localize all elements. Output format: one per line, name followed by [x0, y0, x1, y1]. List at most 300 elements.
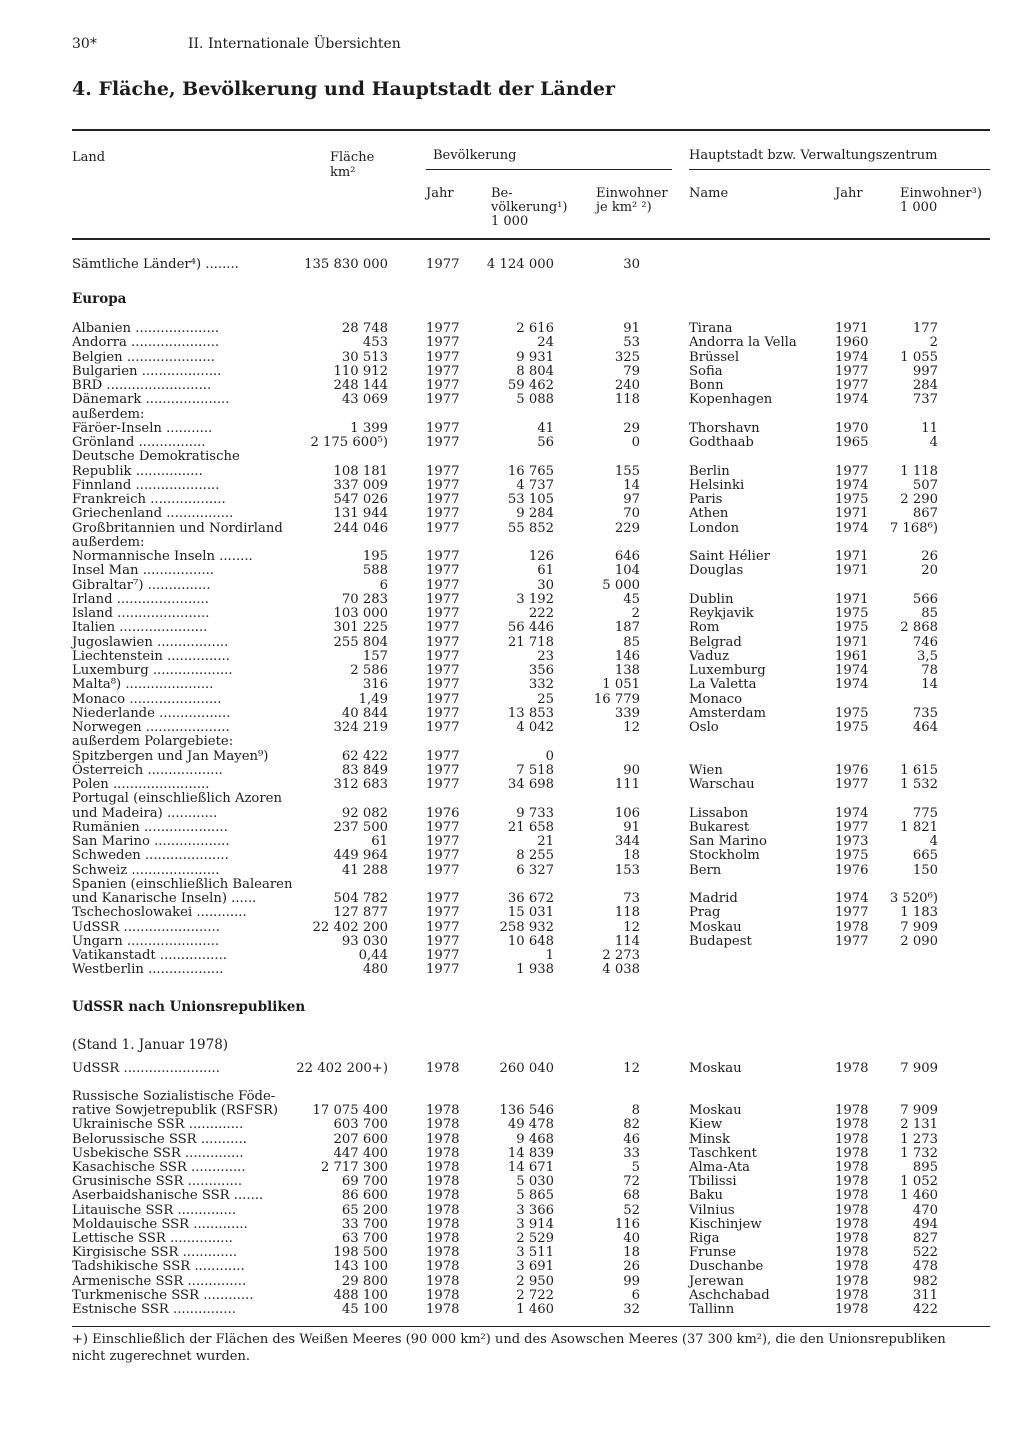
cell-hjahr: 1974 — [835, 677, 869, 693]
cell-jahr: 1978 — [426, 1103, 460, 1119]
cell-einw: 14 — [921, 677, 938, 693]
cell-land: Gibraltar⁷) ............... — [72, 577, 211, 593]
cell-area: 603 700 — [333, 1117, 388, 1133]
cell-area: 447 400 — [333, 1145, 388, 1161]
cell-land: Lettische SSR ............... — [72, 1231, 233, 1246]
cell-hjahr: 1975 — [835, 848, 869, 864]
cell-dens: 2 273 — [602, 948, 640, 963]
cell-bev: 41 — [537, 420, 554, 436]
cell-area: 504 782 — [333, 891, 388, 906]
cell-dens: 114 — [614, 933, 640, 949]
cell-dens: 118 — [614, 905, 640, 921]
cell-name: Saint Hélier — [689, 549, 770, 564]
cell-jahr: 1977 — [426, 691, 460, 707]
cell-bev: 222 — [528, 606, 554, 621]
cell-hjahr: 1974 — [835, 663, 869, 678]
cell-bev: 49 478 — [507, 1117, 554, 1133]
cell-name: Douglas — [689, 563, 744, 579]
cell-name: Rom — [689, 620, 720, 636]
cell-bev: 5 088 — [516, 392, 554, 408]
cell-area: 17 075 400 — [312, 1103, 388, 1119]
cell-land: Deutsche Demokratische — [72, 449, 240, 465]
col-bevoelkerung: Bevölkerung — [433, 148, 517, 163]
cell-area: 92 082 — [341, 805, 388, 821]
cell-jahr: 1977 — [426, 477, 460, 493]
cell-land: Irland ...................... — [72, 591, 209, 607]
cell-jahr: 1977 — [426, 349, 460, 365]
cell-hjahr: 1973 — [835, 834, 869, 849]
cell-land: Republik ................ — [72, 463, 203, 479]
cell-hjahr: 1961 — [835, 648, 869, 664]
cell-hjahr: 1971 — [835, 549, 869, 564]
cell-jahr: 1978 — [426, 1231, 460, 1246]
cell-area: 69 700 — [341, 1174, 388, 1190]
cell-dens: 18 — [623, 848, 640, 864]
cell-jahr: 1977 — [426, 378, 460, 393]
cell-dens: 4 038 — [602, 962, 640, 978]
cell-bev: 5 865 — [516, 1188, 554, 1204]
cell-bev: 25 — [537, 691, 554, 707]
cell-land: Armenische SSR .............. — [72, 1273, 247, 1289]
cell-dens: 344 — [614, 834, 640, 849]
cell-name: Berlin — [689, 463, 730, 479]
cell-einw: 982 — [912, 1273, 938, 1289]
cell-bev: 136 546 — [499, 1103, 554, 1119]
cell-area: 1 399 — [350, 420, 388, 436]
col-h-jahr: Jahr — [835, 186, 863, 201]
cell-land: UdSSR ....................... — [72, 919, 220, 935]
cell-jahr: 1978 — [426, 1131, 460, 1147]
cell-bev: 2 616 — [516, 321, 554, 336]
cell-dens: 46 — [623, 1131, 640, 1147]
cell-name: Warschau — [689, 777, 755, 792]
table-row — [0, 1303, 1024, 1318]
cell-land: Ungarn ...................... — [72, 933, 220, 949]
udssr-total-bev: 260 040 — [499, 1061, 554, 1076]
cell-hjahr: 1960 — [835, 335, 869, 351]
cell-jahr: 1977 — [426, 392, 460, 408]
cell-jahr: 1977 — [426, 463, 460, 479]
cell-area: 41 288 — [341, 862, 388, 878]
cell-dens: 52 — [623, 1202, 640, 1218]
cell-dens: 138 — [614, 663, 640, 678]
cell-einw: 3 520⁶) — [889, 891, 938, 906]
cell-einw: 2 868 — [900, 620, 938, 636]
cell-area: 103 000 — [333, 606, 388, 621]
cell-area: 324 219 — [333, 720, 388, 735]
cell-land: Moldauische SSR ............. — [72, 1216, 248, 1232]
cell-area: 547 026 — [333, 492, 388, 507]
cell-name: San Marino — [689, 834, 767, 849]
cell-name: Kischinjew — [689, 1216, 762, 1232]
cell-hjahr: 1975 — [835, 620, 869, 636]
cell-land: Insel Man ................. — [72, 563, 214, 579]
cell-area: 195 — [362, 549, 388, 564]
cell-jahr: 1977 — [426, 819, 460, 835]
cell-bev: 21 718 — [507, 634, 554, 650]
udssr-total-einw: 7 909 — [900, 1061, 938, 1076]
cell-jahr: 1977 — [426, 862, 460, 878]
cell-jahr: 1978 — [426, 1188, 460, 1204]
cell-hjahr: 1977 — [835, 463, 869, 479]
cell-land: Normannische Inseln ........ — [72, 549, 253, 564]
cell-land: und Madeira) ............ — [72, 805, 218, 821]
cell-hjahr: 1978 — [835, 1231, 869, 1246]
cell-bev: 8 804 — [516, 363, 554, 379]
cell-jahr: 1977 — [426, 606, 460, 621]
cell-land: Westberlin .................. — [72, 962, 224, 978]
cell-jahr: 1977 — [426, 891, 460, 906]
footnote-rule — [72, 1326, 990, 1327]
cell-dens: 29 — [623, 420, 640, 436]
cell-land: Belgien ..................... — [72, 349, 215, 365]
cell-name: Baku — [689, 1188, 724, 1204]
cell-area: 488 100 — [333, 1287, 388, 1303]
cell-dens: 111 — [614, 777, 640, 792]
cell-land: und Kanarische Inseln) ...... — [72, 891, 257, 906]
cell-hjahr: 1971 — [835, 321, 869, 336]
cell-jahr: 1977 — [426, 577, 460, 593]
cell-name: Paris — [689, 492, 723, 507]
cell-bev: 3 511 — [516, 1245, 554, 1261]
cell-name: Vaduz — [689, 648, 730, 664]
cell-land: Frankreich .................. — [72, 492, 226, 507]
cell-dens: 12 — [623, 919, 640, 935]
cell-bev: 258 932 — [499, 919, 554, 935]
table-row — [0, 450, 1024, 465]
cell-jahr: 1977 — [426, 705, 460, 721]
cell-land: außerdem Polargebiete: — [72, 734, 234, 750]
cell-area: 480 — [362, 962, 388, 978]
cell-bev: 4 042 — [516, 720, 554, 735]
cell-land: Luxemburg ................... — [72, 663, 233, 678]
cell-dens: 118 — [614, 392, 640, 408]
cell-einw: 478 — [912, 1259, 938, 1275]
cell-hjahr: 1976 — [835, 862, 869, 878]
cell-einw: 7 909 — [900, 1103, 938, 1119]
cell-area: 316 — [362, 677, 388, 693]
cell-bev: 6 327 — [516, 862, 554, 878]
cell-land: außerdem: — [72, 534, 145, 550]
cell-einw: 150 — [912, 862, 938, 878]
cell-dens: 79 — [623, 363, 640, 379]
cell-area: 2 586 — [350, 663, 388, 678]
cell-einw: 78 — [921, 663, 938, 678]
running-head: II. Internationale Übersichten — [188, 36, 401, 52]
cell-hjahr: 1970 — [835, 420, 869, 436]
table-row — [0, 963, 1024, 978]
cell-jahr: 1978 — [426, 1160, 460, 1175]
cell-hjahr: 1974 — [835, 805, 869, 821]
cell-area: 244 046 — [333, 520, 388, 536]
col-jahr: Jahr — [426, 186, 454, 201]
cell-land: Rumänien .................... — [72, 819, 228, 835]
cell-name: Prag — [689, 905, 721, 921]
cell-area: 453 — [362, 335, 388, 351]
cell-dens: 106 — [614, 805, 640, 821]
cell-name: Reykjavik — [689, 606, 754, 621]
page-title: 4. Fläche, Bevölkerung und Hauptstadt der Länder — [72, 78, 616, 100]
cell-land: Grusinische SSR ............. — [72, 1174, 243, 1190]
cell-dens: 68 — [623, 1188, 640, 1204]
cell-land: Russische Sozialistische Föde- — [72, 1089, 276, 1104]
cell-bev: 356 — [528, 663, 554, 678]
cell-bev: 56 446 — [507, 620, 554, 636]
col-bev-3: 1 000 — [491, 214, 529, 229]
cell-hjahr: 1975 — [835, 492, 869, 507]
cell-name: Bonn — [689, 378, 724, 393]
cell-einw: 464 — [912, 720, 938, 735]
cell-land: Aserbaidshanische SSR ....... — [72, 1188, 264, 1204]
table-row — [0, 336, 1024, 351]
cell-jahr: 1978 — [426, 1202, 460, 1218]
total-jahr: 1977 — [426, 257, 460, 272]
cell-bev: 21 — [537, 834, 554, 849]
cell-name: La Valetta — [689, 677, 757, 693]
cell-dens: 8 — [631, 1103, 640, 1119]
cell-area: 30 513 — [341, 349, 388, 365]
cell-name: Moskau — [689, 919, 742, 935]
total-land: Sämtliche Länder⁴) ........ — [72, 257, 239, 272]
cell-bev: 61 — [537, 563, 554, 579]
cell-land: Tadshikische SSR ............ — [72, 1259, 245, 1275]
cell-einw: 4 — [929, 435, 938, 450]
cell-land: Kasachische SSR ............. — [72, 1160, 246, 1175]
cell-einw: 895 — [912, 1160, 938, 1175]
cell-bev: 9 284 — [516, 506, 554, 522]
cell-bev: 15 031 — [507, 905, 554, 921]
cell-einw: 311 — [912, 1287, 938, 1303]
cell-area: 22 402 200 — [312, 919, 388, 935]
udssr-total-name: Moskau — [689, 1061, 742, 1076]
cell-bev: 10 648 — [507, 933, 554, 949]
cell-land: Monaco ...................... — [72, 691, 222, 707]
cell-name: Oslo — [689, 720, 719, 735]
cell-area: 70 283 — [341, 591, 388, 607]
table-row — [0, 564, 1024, 579]
cell-hjahr: 1978 — [835, 1273, 869, 1289]
cell-area: 143 100 — [333, 1259, 388, 1275]
cell-area: 45 100 — [341, 1302, 388, 1317]
table-row — [0, 735, 1024, 750]
table-row — [0, 678, 1024, 693]
cell-land: Kirgisische SSR ............. — [72, 1245, 238, 1261]
cell-einw: 2 — [929, 335, 938, 351]
cell-jahr: 1977 — [426, 834, 460, 849]
total-bev: 4 124 000 — [486, 257, 554, 272]
cell-bev: 126 — [528, 549, 554, 564]
cell-land: Turkmenische SSR ............ — [72, 1287, 254, 1303]
cell-bev: 4 737 — [516, 477, 554, 493]
cell-jahr: 1977 — [426, 492, 460, 507]
cell-name: Minsk — [689, 1131, 730, 1147]
cell-einw: 11 — [921, 420, 938, 436]
cell-bev: 1 460 — [516, 1302, 554, 1317]
cell-area: 255 804 — [333, 634, 388, 650]
cell-land: Schweiz ..................... — [72, 862, 220, 878]
cell-dens: 18 — [623, 1245, 640, 1261]
cell-dens: 229 — [614, 520, 640, 536]
col-bev-1: Be- — [491, 186, 513, 201]
cell-land: Liechtenstein ............... — [72, 648, 230, 664]
cell-bev: 56 — [537, 435, 554, 450]
cell-jahr: 1977 — [426, 720, 460, 735]
cell-bev: 53 105 — [507, 492, 554, 507]
cell-dens: 6 — [631, 1287, 640, 1303]
cell-hjahr: 1978 — [835, 1302, 869, 1317]
cell-bev: 23 — [537, 648, 554, 664]
cell-name: Luxemburg — [689, 663, 766, 678]
cell-area: 29 800 — [341, 1273, 388, 1289]
cell-land: Italien ..................... — [72, 620, 208, 636]
cell-dens: 0 — [631, 435, 640, 450]
cell-area: 43 069 — [341, 392, 388, 408]
cell-name: Andorra la Vella — [689, 335, 797, 351]
cell-land: Estnische SSR ............... — [72, 1302, 236, 1317]
cell-land: Malta⁸) ..................... — [72, 677, 214, 693]
cell-bev: 3 914 — [516, 1216, 554, 1232]
page-number: 30* — [72, 36, 97, 52]
cell-dens: 116 — [614, 1216, 640, 1232]
cell-hjahr: 1977 — [835, 819, 869, 835]
cell-hjahr: 1978 — [835, 1174, 869, 1190]
cell-name: Bern — [689, 862, 722, 878]
cell-einw: 1 460 — [900, 1188, 938, 1204]
col-einwohner-1: Einwohner³) — [900, 186, 982, 201]
cell-land: Jugoslawien ................. — [72, 634, 229, 650]
cell-bev: 34 698 — [507, 777, 554, 792]
cell-dens: 99 — [623, 1273, 640, 1289]
cell-area: 110 912 — [333, 363, 388, 379]
cell-jahr: 1977 — [426, 848, 460, 864]
cell-dens: 325 — [614, 349, 640, 365]
col-land: Land — [72, 150, 106, 165]
cell-hjahr: 1975 — [835, 720, 869, 735]
cell-hjahr: 1978 — [835, 1245, 869, 1261]
cell-name: Vilnius — [689, 1202, 735, 1218]
cell-jahr: 1977 — [426, 420, 460, 436]
table-top-rule — [72, 129, 990, 131]
cell-bev: 59 462 — [507, 378, 554, 393]
cell-land: Polen ....................... — [72, 777, 210, 792]
cell-name: Duschanbe — [689, 1259, 764, 1275]
cell-einw: 1 732 — [900, 1145, 938, 1161]
cell-land: Großbritannien und Nordirland — [72, 520, 283, 536]
cell-einw: 1 052 — [900, 1174, 938, 1190]
cell-land: rative Sowjetrepublik (RSFSR) — [72, 1103, 279, 1119]
cell-land: Schweden .................... — [72, 848, 229, 864]
cell-bev: 9 468 — [516, 1131, 554, 1147]
cell-jahr: 1977 — [426, 777, 460, 792]
cell-hjahr: 1978 — [835, 1145, 869, 1161]
cell-bev: 1 — [545, 948, 554, 963]
cell-bev: 9 931 — [516, 349, 554, 365]
cell-hjahr: 1977 — [835, 905, 869, 921]
cell-name: Riga — [689, 1231, 720, 1246]
cell-name: Frunse — [689, 1245, 737, 1261]
cell-bev: 36 672 — [507, 891, 554, 906]
cell-hjahr: 1977 — [835, 777, 869, 792]
cell-land: Andorra ..................... — [72, 335, 220, 351]
cell-land: Österreich .................. — [72, 762, 223, 778]
section-europa: Europa — [72, 291, 127, 307]
cell-name: Brüssel — [689, 349, 740, 365]
stand-note: (Stand 1. Januar 1978) — [72, 1037, 229, 1053]
cell-einw: 507 — [912, 477, 938, 493]
cell-hjahr: 1971 — [835, 634, 869, 650]
cell-einw: 3,5 — [917, 648, 938, 664]
cell-dens: 2 — [631, 606, 640, 621]
cell-jahr: 1977 — [426, 549, 460, 564]
cell-bev: 3 366 — [516, 1202, 554, 1218]
cell-einw: 737 — [912, 392, 938, 408]
col-name: Name — [689, 186, 729, 201]
table-row — [0, 522, 1024, 537]
cell-area: 449 964 — [333, 848, 388, 864]
cell-jahr: 1977 — [426, 762, 460, 778]
cell-land: BRD ......................... — [72, 378, 212, 393]
cell-name: Amsterdam — [689, 705, 767, 721]
cell-name: Budapest — [689, 933, 752, 949]
cell-bev: 7 518 — [516, 762, 554, 778]
col-einwohner-2: 1 000 — [900, 200, 938, 215]
cell-name: Moskau — [689, 1103, 742, 1119]
cell-hjahr: 1977 — [835, 363, 869, 379]
cell-land: San Marino .................. — [72, 834, 230, 849]
cell-bev: 14 671 — [507, 1160, 554, 1175]
cell-name: Belgrad — [689, 634, 742, 650]
table-head-bottom-rule — [72, 238, 990, 240]
cell-jahr: 1976 — [426, 805, 460, 821]
cell-name: Tallinn — [689, 1302, 735, 1317]
cell-area: 65 200 — [341, 1202, 388, 1218]
cell-dens: 97 — [623, 492, 640, 507]
cell-bev: 2 529 — [516, 1231, 554, 1246]
cell-jahr: 1977 — [426, 933, 460, 949]
cell-name: Athen — [689, 506, 729, 522]
cell-hjahr: 1974 — [835, 891, 869, 906]
cell-jahr: 1977 — [426, 663, 460, 678]
cell-bev: 3 691 — [516, 1259, 554, 1275]
col-dichte-1: Einwohner — [596, 186, 668, 201]
cell-einw: 2 290 — [900, 492, 938, 507]
udssr-total-dens: 12 — [623, 1061, 640, 1076]
cell-jahr: 1977 — [426, 748, 460, 764]
total-dens: 30 — [623, 257, 640, 272]
cell-einw: 775 — [912, 805, 938, 821]
cell-einw: 7 909 — [900, 919, 938, 935]
cell-einw: 997 — [912, 363, 938, 379]
cell-area: 131 944 — [333, 506, 388, 522]
cell-jahr: 1977 — [426, 563, 460, 579]
cell-hjahr: 1977 — [835, 378, 869, 393]
cell-area: 63 700 — [341, 1231, 388, 1246]
cell-area: 83 849 — [341, 762, 388, 778]
cell-hjahr: 1975 — [835, 606, 869, 621]
cell-hjahr: 1978 — [835, 1216, 869, 1232]
udssr-total-hjahr: 1978 — [835, 1061, 869, 1076]
cell-name: Thorshavn — [689, 420, 760, 436]
cell-hjahr: 1978 — [835, 1131, 869, 1147]
cell-hjahr: 1974 — [835, 477, 869, 493]
cell-jahr: 1978 — [426, 1259, 460, 1275]
cell-jahr: 1978 — [426, 1245, 460, 1261]
cell-einw: 2 090 — [900, 933, 938, 949]
cell-land: Norwegen .................... — [72, 720, 230, 735]
cell-dens: 70 — [623, 506, 640, 522]
cell-name: Kopenhagen — [689, 392, 773, 408]
cell-hjahr: 1978 — [835, 1202, 869, 1218]
